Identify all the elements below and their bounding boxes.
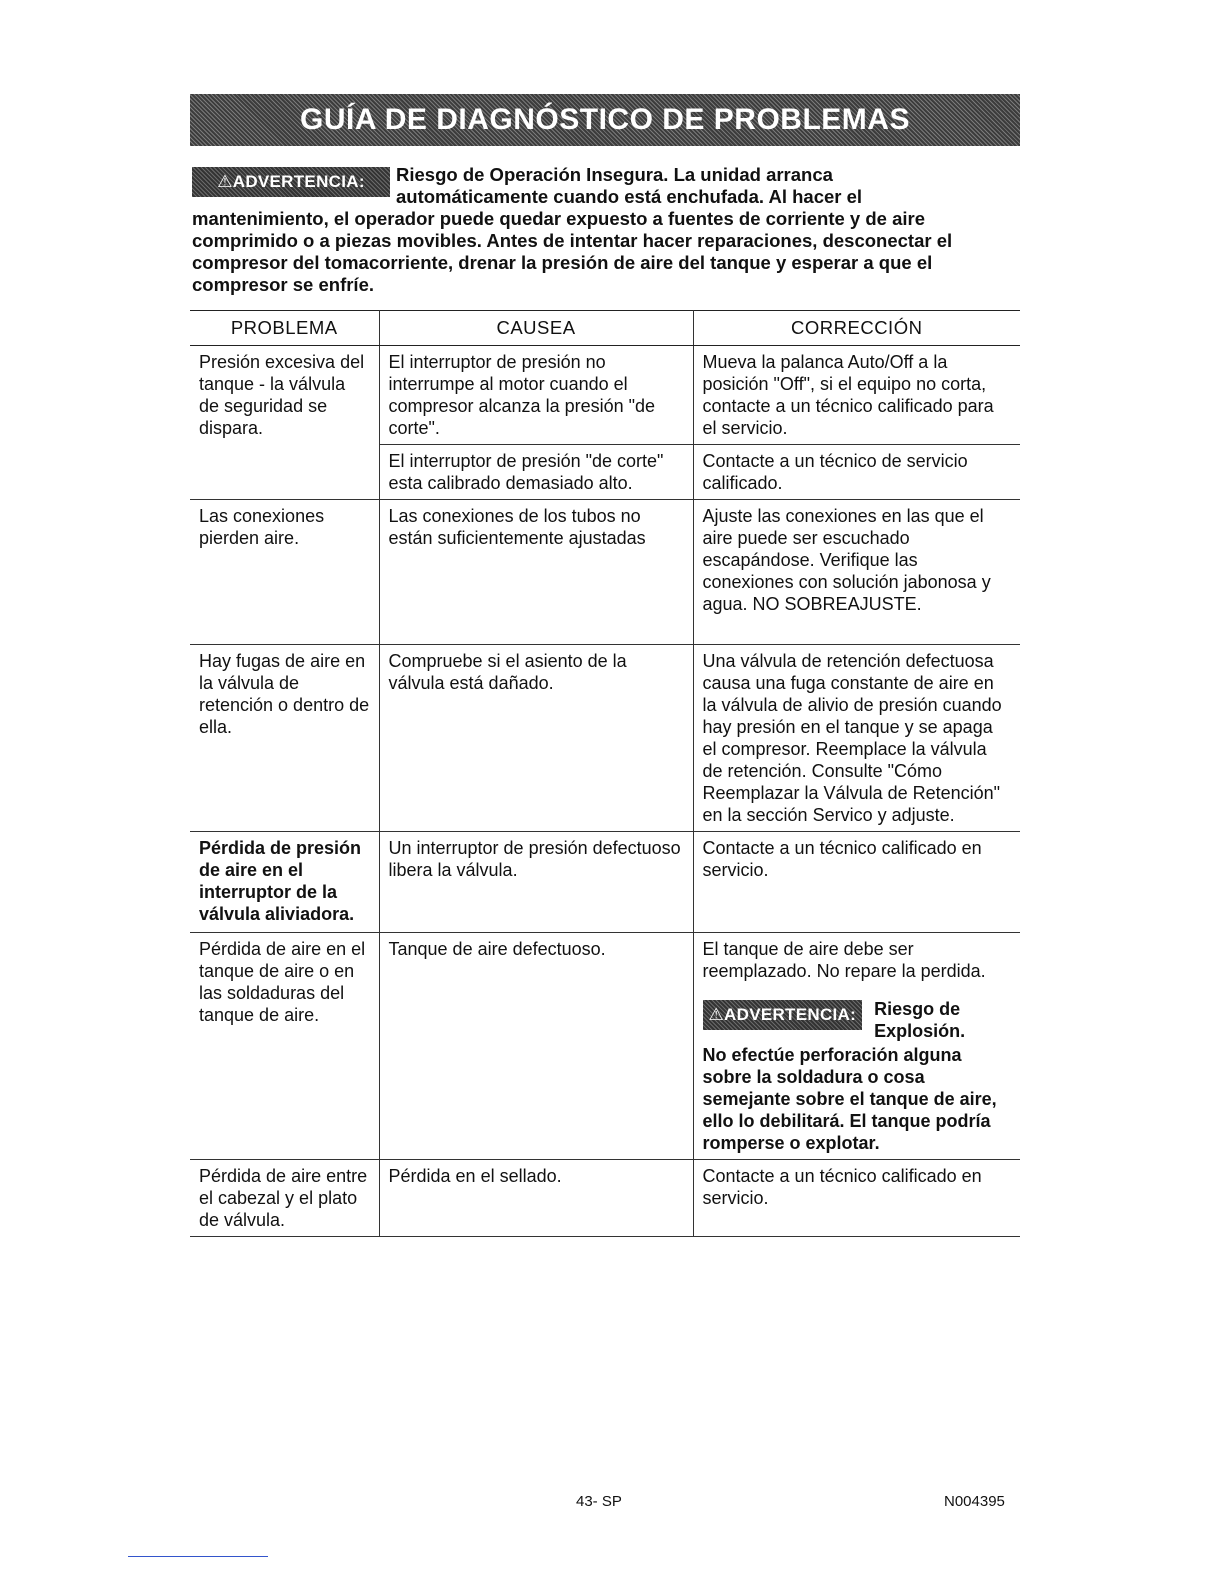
cause-cell: Las conexiones de los tubos no están suficientemente ajustadas	[379, 500, 693, 645]
footer-rule	[128, 1556, 268, 1557]
warning-badge: ⚠ADVERTENCIA:	[192, 167, 390, 197]
correction-cell	[693, 933, 1020, 1160]
problem-cell: Presión excesiva del tanque - la válvula de seguridad se dispara.	[190, 346, 379, 500]
cause-cell: El interruptor de presión no interrumpe al motor cuando el compresor alcanza la presión "de corte".	[379, 346, 693, 445]
problem-cell: Las conexiones pierden aire.	[190, 500, 379, 645]
warning-line-2: automáticamente cuando está enchufada. Al hacer el	[396, 186, 863, 207]
troubleshooting-table	[190, 310, 1020, 1237]
cause-cell: Tanque de aire defectuoso.	[379, 933, 693, 1160]
header-cause: CAUSEA	[379, 311, 693, 346]
table-header-row	[190, 311, 1020, 346]
problem-cell: Hay fugas de aire en la válvula de retención o dentro de ella.	[190, 645, 379, 832]
table-row	[190, 346, 1020, 445]
explosion-warning-body: No efectúe perforación alguna sobre la soldadura o cosa semejante sobre el tanque de aire, ello lo debilitará. El tanque podría romperse o explotar.	[702, 1045, 997, 1153]
correction-cell: Ajuste las conexiones en las que el aire puede ser escuchado escapándose. Verifique las conexiones con solución jabonosa y agua. NO SOBREAJUSTE.	[693, 500, 1020, 645]
correction-cell: Contacte a un técnico calificado en servicio.	[693, 1160, 1020, 1237]
warning-body: mantenimiento, el operador puede quedar expuesto a fuentes de corriente y de aire comprimido o a piezas movibles. Antes de intentar hacer reparaciones, desconectar el compresor del tomacorriente, drenar la presión de aire del tanque y esperar a que el compresor se enfríe.	[192, 208, 953, 295]
table-row	[190, 933, 1020, 1160]
safety-warning	[192, 164, 1018, 296]
problem-cell: Pérdida de aire en el tanque de aire o en las soldaduras del tanque de aire.	[190, 933, 379, 1160]
header-problem: PROBLEMA	[190, 311, 379, 346]
explosion-warning	[703, 998, 1012, 1154]
warning-badge: ⚠ADVERTENCIA:	[703, 1000, 863, 1030]
table-row	[190, 500, 1020, 645]
correction-cell: Contacte a un técnico calificado en servicio.	[693, 832, 1020, 933]
correction-cell: Contacte a un técnico de servicio calificado.	[693, 445, 1020, 500]
title-banner	[190, 94, 1020, 146]
correction-cell: Mueva la palanca Auto/Off a la posición "Off", si el equipo no corta, contacte a un técnico calificado para el servicio.	[693, 346, 1020, 445]
cause-cell: Pérdida en el sellado.	[379, 1160, 693, 1237]
problem-cell: Pérdida de presión de aire en el interruptor de la válvula aliviadora.	[190, 832, 379, 933]
page-title: GUÍA DE DIAGNÓSTICO DE PROBLEMAS	[300, 103, 910, 136]
explosion-risk-label: Riesgo de Explosión.	[874, 999, 966, 1041]
cause-cell: El interruptor de presión "de corte" esta calibrado demasiado alto.	[379, 445, 693, 500]
correction-cell: Una válvula de retención defectuosa causa una fuga constante de aire en la válvula de alivio de presión cuando hay presión en el tanque y se apaga el compresor. Reemplace la válvula de retención. Consulte "Cómo Reemplazar la Válvula de Retención" en la sección Servico y adjuste.	[693, 645, 1020, 832]
problem-cell: Pérdida de aire entre el cabezal y el plato de válvula.	[190, 1160, 379, 1237]
warning-line-1: Riesgo de Operación Insegura. La unidad arranca	[396, 164, 833, 185]
correction-text: El tanque de aire debe ser reemplazado. No repare la perdida.	[702, 939, 986, 981]
header-correction: CORRECCIÓN	[693, 311, 1020, 346]
table-row	[190, 645, 1020, 832]
page-number: 43- SP	[576, 1493, 622, 1510]
cause-cell: Un interruptor de presión defectuoso libera la válvula.	[379, 832, 693, 933]
cause-cell: Compruebe si el asiento de la válvula está dañado.	[379, 645, 693, 832]
table-row	[190, 832, 1020, 933]
table-row	[190, 1160, 1020, 1237]
document-code: N004395	[944, 1493, 1005, 1510]
